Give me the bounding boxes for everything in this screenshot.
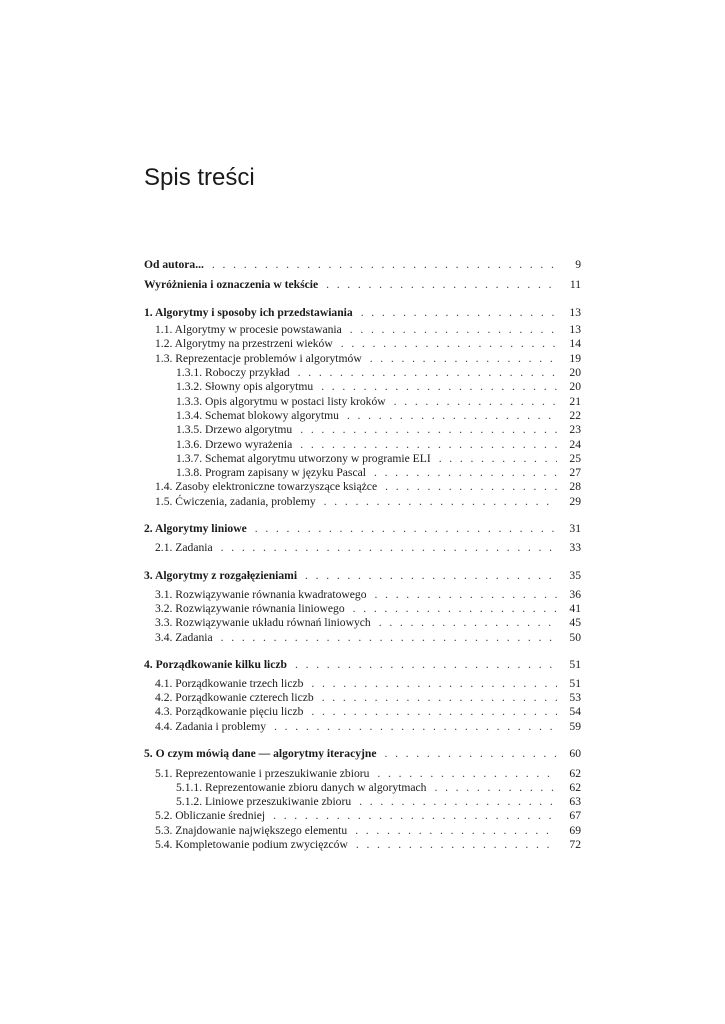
toc-entry-title: 4.2. Porządkowanie czterech liczb	[155, 691, 314, 704]
toc-dot-leader	[321, 380, 557, 394]
toc-dot-leader	[359, 795, 557, 809]
toc-entry-title: 1.3.7. Schemat algorytmu utworzony w programie ELI	[176, 452, 431, 465]
toc-entry-title: 1.4. Zasoby elektroniczne towarzyszące książce	[155, 480, 378, 493]
toc-chapter-entry[interactable]	[144, 522, 581, 536]
toc-dot-leader	[274, 720, 557, 734]
toc-section-entry[interactable]	[155, 352, 581, 366]
toc-page-number: 50	[569, 631, 581, 644]
toc-subsection-entry[interactable]	[176, 380, 581, 394]
toc-page-number: 11	[569, 278, 581, 291]
toc-dot-leader	[300, 423, 557, 437]
toc-dot-leader	[374, 466, 557, 480]
toc-dot-leader	[370, 352, 557, 366]
toc-page-number: 41	[569, 602, 581, 615]
toc-dot-leader	[221, 541, 557, 555]
toc-page-number: 29	[569, 495, 581, 508]
toc-entry-title: 1.3.2. Słowny opis algorytmu	[176, 380, 314, 393]
toc-page-number: 24	[569, 438, 581, 451]
toc-dot-leader	[385, 480, 557, 494]
toc-entry-title: 5.1.1. Reprezentowanie zbioru danych w algorytmach	[176, 781, 427, 794]
toc-section-entry[interactable]	[155, 541, 581, 555]
toc-dot-leader	[350, 323, 557, 337]
toc-entry-title: 5. O czym mówią dane — algorytmy iteracyjne	[144, 747, 377, 760]
toc-section-entry[interactable]	[155, 809, 581, 823]
toc-section-entry[interactable]	[155, 337, 581, 351]
toc-subsection-entry[interactable]	[176, 423, 581, 437]
toc-dot-leader	[384, 747, 557, 761]
toc-dot-leader	[295, 658, 557, 672]
toc-dot-leader	[311, 705, 557, 719]
toc-section-entry[interactable]	[155, 720, 581, 734]
toc-dot-leader	[324, 495, 557, 509]
toc-entry-title: 5.4. Kompletowanie podium zwycięzców	[155, 838, 348, 851]
toc-chapter-entry[interactable]	[144, 569, 581, 583]
toc-entry-title: 3. Algorytmy z rozgałęzieniami	[144, 569, 298, 582]
toc-dot-leader	[347, 409, 557, 423]
toc-subsection-entry[interactable]	[176, 366, 581, 380]
toc-page-number: 36	[569, 588, 581, 601]
toc-page-number: 51	[569, 658, 581, 671]
toc-section-entry[interactable]	[155, 824, 581, 838]
toc-page-number: 35	[569, 569, 581, 582]
toc-entry-title: 5.3. Znajdowanie największego elementu	[155, 824, 348, 837]
toc-entry-title: 1.3.8. Program zapisany w języku Pascal	[176, 466, 366, 479]
toc-page-number: 54	[569, 705, 581, 718]
toc-subsection-entry[interactable]	[176, 795, 581, 809]
toc-entry-title: 1. Algorytmy i sposoby ich przedstawiania	[144, 306, 353, 319]
toc-entry-title: 4.4. Zadania i problemy	[155, 720, 267, 733]
toc-dot-leader	[394, 395, 557, 409]
toc-dot-leader	[356, 838, 557, 852]
toc-dot-leader	[326, 278, 557, 292]
toc-page-number: 22	[569, 409, 581, 422]
toc-page-number: 72	[569, 838, 581, 851]
toc-page-number: 67	[569, 809, 581, 822]
toc-entry-title: 1.3. Reprezentacje problemów i algorytmów	[155, 352, 362, 365]
toc-page-number: 62	[569, 781, 581, 794]
toc-entry-title: 1.3.3. Opis algorytmu w postaci listy kroków	[176, 395, 386, 408]
toc-page-number: 20	[569, 380, 581, 393]
toc-page-number: 33	[569, 541, 581, 554]
toc-entry-title: 3.1. Rozwiązywanie równania kwadratowego	[155, 588, 367, 601]
toc-dot-leader	[221, 631, 557, 645]
toc-entry-title: 1.3.6. Drzewo wyrażenia	[176, 438, 293, 451]
toc-entry-title: 3.2. Rozwiązywanie równania liniowego	[155, 602, 345, 615]
toc-chapter-entry[interactable]	[144, 278, 581, 292]
toc-entry-title: Od autora...	[144, 258, 204, 271]
toc-subsection-entry[interactable]	[176, 395, 581, 409]
toc-dot-leader	[311, 677, 557, 691]
toc-section-entry[interactable]	[155, 838, 581, 852]
toc-dot-leader	[434, 781, 557, 795]
toc-page-number: 45	[569, 616, 581, 629]
toc-page-number: 69	[569, 824, 581, 837]
toc-entry-title: 1.2. Algorytmy na przestrzeni wieków	[155, 337, 333, 350]
toc-page-number: 59	[569, 720, 581, 733]
toc-section-entry[interactable]	[155, 677, 581, 691]
toc-entry-title: 5.1. Reprezentowanie i przeszukiwanie zbioru	[155, 767, 370, 780]
toc-dot-leader	[212, 258, 557, 272]
toc-entry-title: 1.3.5. Drzewo algorytmu	[176, 423, 293, 436]
toc-dot-leader	[273, 809, 557, 823]
toc-section-entry[interactable]	[155, 705, 581, 719]
toc-chapter-entry[interactable]	[144, 658, 581, 672]
toc-dot-leader	[300, 438, 557, 452]
toc-page-number: 63	[569, 795, 581, 808]
toc-entry-title: 4. Porządkowanie kilku liczb	[144, 658, 288, 671]
toc-page-number: 53	[569, 691, 581, 704]
toc-page-number: 13	[569, 323, 581, 336]
toc-dot-leader	[298, 366, 557, 380]
toc-dot-leader	[379, 616, 557, 630]
toc-section-entry[interactable]	[155, 495, 581, 509]
toc-entry-title: 2. Algorytmy liniowe	[144, 522, 247, 535]
toc-page-number: 28	[569, 480, 581, 493]
toc-page-number: 13	[569, 306, 581, 319]
toc-section-entry[interactable]	[155, 691, 581, 705]
toc-page-number: 62	[569, 767, 581, 780]
toc-page-number: 20	[569, 366, 581, 379]
toc-subsection-entry[interactable]	[176, 781, 581, 795]
toc-dot-leader	[375, 588, 557, 602]
toc-subsection-entry[interactable]	[176, 438, 581, 452]
toc-page-number: 60	[569, 747, 581, 760]
toc-entry-title: 1.3.4. Schemat blokowy algorytmu	[176, 409, 339, 422]
toc-page-number: 27	[569, 466, 581, 479]
toc-dot-leader	[377, 767, 557, 781]
toc-dot-leader	[341, 337, 557, 351]
toc-page-number: 31	[569, 522, 581, 535]
toc-entry-title: 4.3. Porządkowanie pięciu liczb	[155, 705, 304, 718]
toc-dot-leader	[255, 522, 557, 536]
toc-dot-leader	[353, 602, 557, 616]
toc-page-number: 21	[569, 395, 581, 408]
toc-dot-leader	[361, 306, 557, 320]
toc-entry-title: 1.1. Algorytmy w procesie powstawania	[155, 323, 342, 336]
toc-page-number: 25	[569, 452, 581, 465]
toc-entry-title: 3.3. Rozwiązywanie układu równań liniowych	[155, 616, 371, 629]
toc-entry-title: 4.1. Porządkowanie trzech liczb	[155, 677, 304, 690]
toc-section-entry[interactable]	[155, 602, 581, 616]
toc-section-entry[interactable]	[155, 616, 581, 630]
toc-page-number: 51	[569, 677, 581, 690]
toc-dot-leader	[439, 452, 557, 466]
toc-dot-leader	[322, 691, 557, 705]
toc-chapter-entry[interactable]	[144, 258, 581, 272]
toc-section-entry[interactable]	[155, 588, 581, 602]
toc-chapter-entry[interactable]	[144, 747, 581, 761]
toc-entry-title: 1.5. Ćwiczenia, zadania, problemy	[155, 495, 316, 508]
toc-entry-title: 3.4. Zadania	[155, 631, 213, 644]
toc-entry-title: 1.3.1. Roboczy przykład	[176, 366, 290, 379]
page-title: Spis treści	[144, 164, 255, 191]
toc-dot-leader	[305, 569, 557, 583]
toc-page-number: 19	[569, 352, 581, 365]
toc-dot-leader	[355, 824, 557, 838]
toc-chapter-entry[interactable]	[144, 306, 581, 320]
toc-page-number: 14	[569, 337, 581, 350]
toc-subsection-entry[interactable]	[176, 452, 581, 466]
toc-entry-title: 5.1.2. Liniowe przeszukiwanie zbioru	[176, 795, 352, 808]
toc-subsection-entry[interactable]	[176, 466, 581, 480]
toc-entry-title: Wyróżnienia i oznaczenia w tekście	[144, 278, 319, 291]
toc-subsection-entry[interactable]	[176, 409, 581, 423]
toc-page-number: 9	[575, 258, 581, 271]
toc-entry-title: 5.2. Obliczanie średniej	[155, 809, 266, 822]
toc-section-entry[interactable]	[155, 767, 581, 781]
toc-section-entry[interactable]	[155, 631, 581, 645]
toc-entry-title: 2.1. Zadania	[155, 541, 213, 554]
toc-page-number: 23	[569, 423, 581, 436]
toc-section-entry[interactable]	[155, 323, 581, 337]
toc-section-entry[interactable]	[155, 480, 581, 494]
